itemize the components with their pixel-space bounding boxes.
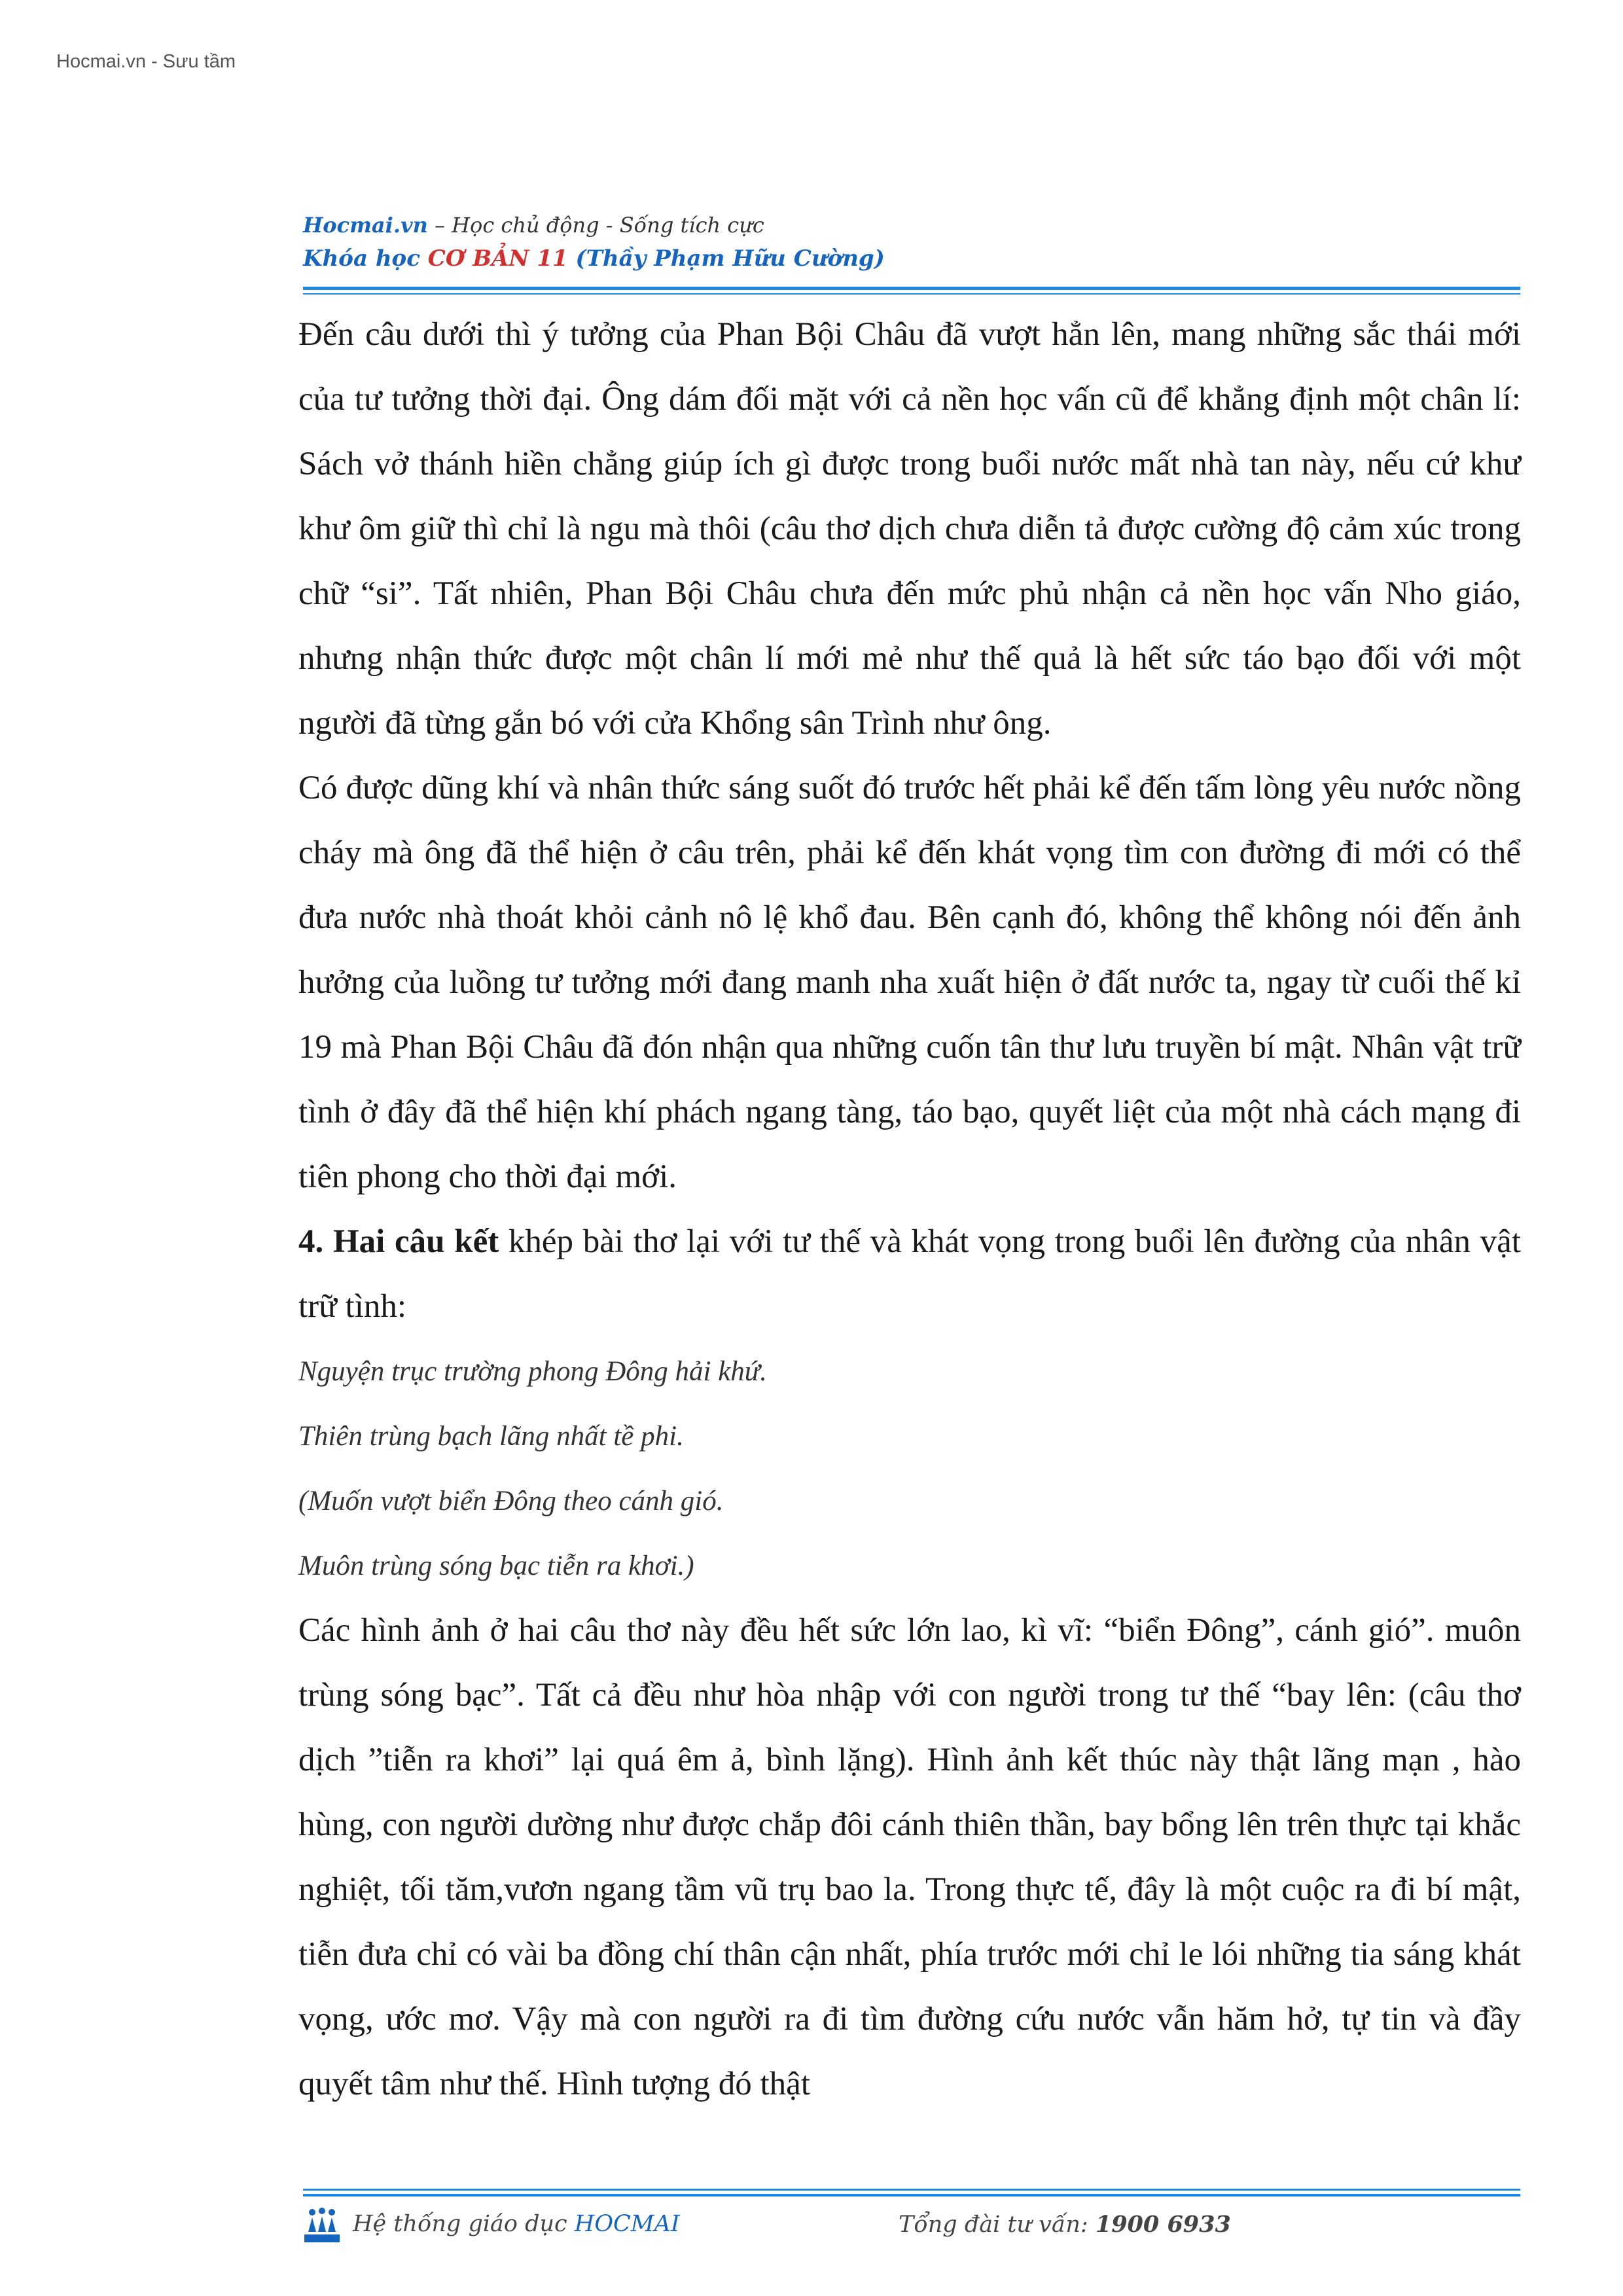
header-brand: Hocmai.vn: [303, 213, 428, 238]
hotline-number: 1900 6933: [1095, 2211, 1231, 2238]
paragraph: Các hình ảnh ở hai câu thơ này đều hết sức lớn lao, kì vĩ: “biển Đông”, cánh gió”. muôn trùng sóng bạc”. Tất cả đều như hòa nhập với con người trong tư thế “bay lên: (câu thơ dịch ”tiễn ra khơi” lại quá êm ả, bình lặng). Hình ảnh kết thúc này thật lãng mạn , hào hùng, con người dường như được chắp đôi cánh thiên thần, bay bổng lên trên thực tại khắc nghiệt, tối tăm,vươn ngang tầm vũ trụ bao la. Trong thực tế, đây là một cuộc ra đi bí mật, tiễn đưa chỉ có vài ba đồng chí thân cận nhất, phía trước mới chỉ le lói những tia sáng khát vọng, ước mơ. Vậy mà con người ra đi tìm đường cứu nước vẫn hăm hở, tự tin và đầy quyết tâm như thế. Hình tượng đó thật: [298, 1612, 1521, 2102]
footer-hotline: [899, 2211, 1231, 2238]
paragraph: Có được dũng khí và nhân thức sáng suốt đó trước hết phải kể đến tấm lòng yêu nước nồng cháy mà ông đã thể hiện ở câu trên, phải kể đến khát vọng tìm con đường đi mới có thể đưa nước nhà thoát khỏi cảnh nô lệ khổ đau. Bên cạnh đó, không thể không nói đến ảnh hưởng của luồng tư tưởng mới đang manh nha xuất hiện ở đất nước ta, ngay từ cuối thế kỉ 19 mà Phan Bội Châu đã đón nhận qua những cuốn tân thư lưu truyền bí mật. Nhân vật trữ tình ở đây đã thể hiện khí phách ngang tàng, táo bạo, quyết liệt của một nhà cách mạng đi tiên phong cho thời đại mới.: [298, 770, 1521, 1195]
header-rule-thick: [303, 287, 1520, 290]
header-course-line: [303, 242, 1520, 275]
verse-line: Thiên trùng bạch lãng nhất tề phi.: [298, 1421, 684, 1452]
footer-system: [353, 2211, 680, 2237]
header-tagline: – Học chủ động - Sống tích cực: [427, 213, 764, 238]
footer-system-label: Hệ thống giáo dục: [353, 2211, 575, 2237]
paragraph-section-4: [298, 1210, 1521, 1339]
verse-line: (Muốn vượt biển Đông theo cánh gió.: [298, 1486, 724, 1516]
verse-line: Nguyện trục trường phong Đông hải khứ.: [298, 1356, 767, 1387]
footer-rule-thin: [303, 2189, 1520, 2191]
verse-line: Muôn trùng sóng bạc tiễn ra khơi.): [298, 1551, 694, 1581]
course-teacher: (Thầy Phạm Hữu Cường): [567, 245, 885, 272]
document-body: [298, 302, 1521, 2117]
page-footer: [303, 2206, 1520, 2245]
paragraph: Đến câu dưới thì ý tưởng của Phan Bội Châu đã vượt hẳn lên, mang những sắc thái mới của tư tưởng thời đại. Ông dám đối mặt với cả nền học vấn cũ để khẳng định một chân lí: Sách vở thánh hiền chẳng giúp ích gì được trong buổi nước mất nhà tan này, nếu cứ khư khư ôm giữ thì chỉ là ngu mà thôi (câu thơ dịch chưa diễn tả được cường độ cảm xúc trong chữ “si”. Tất nhiên, Phan Bội Châu chưa đến mức phủ nhận cả nền học vấn Nho giáo, nhưng nhận thức được một chân lí mới mẻ như thế quả là hết sức táo bạo đối với một người đã từng gắn bó với cửa Khổng sân Trình như ông.: [298, 316, 1521, 742]
course-prefix: Khóa học: [303, 245, 428, 272]
header-rule-thin: [303, 293, 1520, 295]
watermark: Hocmai.vn - Sưu tầm: [56, 51, 236, 72]
section-heading: 4. Hai câu kết: [298, 1223, 499, 1260]
hocmai-logo-icon: [303, 2207, 341, 2244]
footer-brand: HOCMAI: [574, 2211, 680, 2237]
footer-rule-thick: [303, 2194, 1520, 2197]
hotline-label: Tổng đài tư vấn:: [899, 2212, 1096, 2238]
page-header: [303, 208, 1520, 275]
course-level: CƠ BẢN 11: [427, 245, 568, 272]
section-text: khép bài thơ lại với tư thế và khát vọng trong buổi lên đường của nhân vật trữ tình:: [298, 1223, 1521, 1325]
header-tagline-line: [303, 208, 1520, 242]
